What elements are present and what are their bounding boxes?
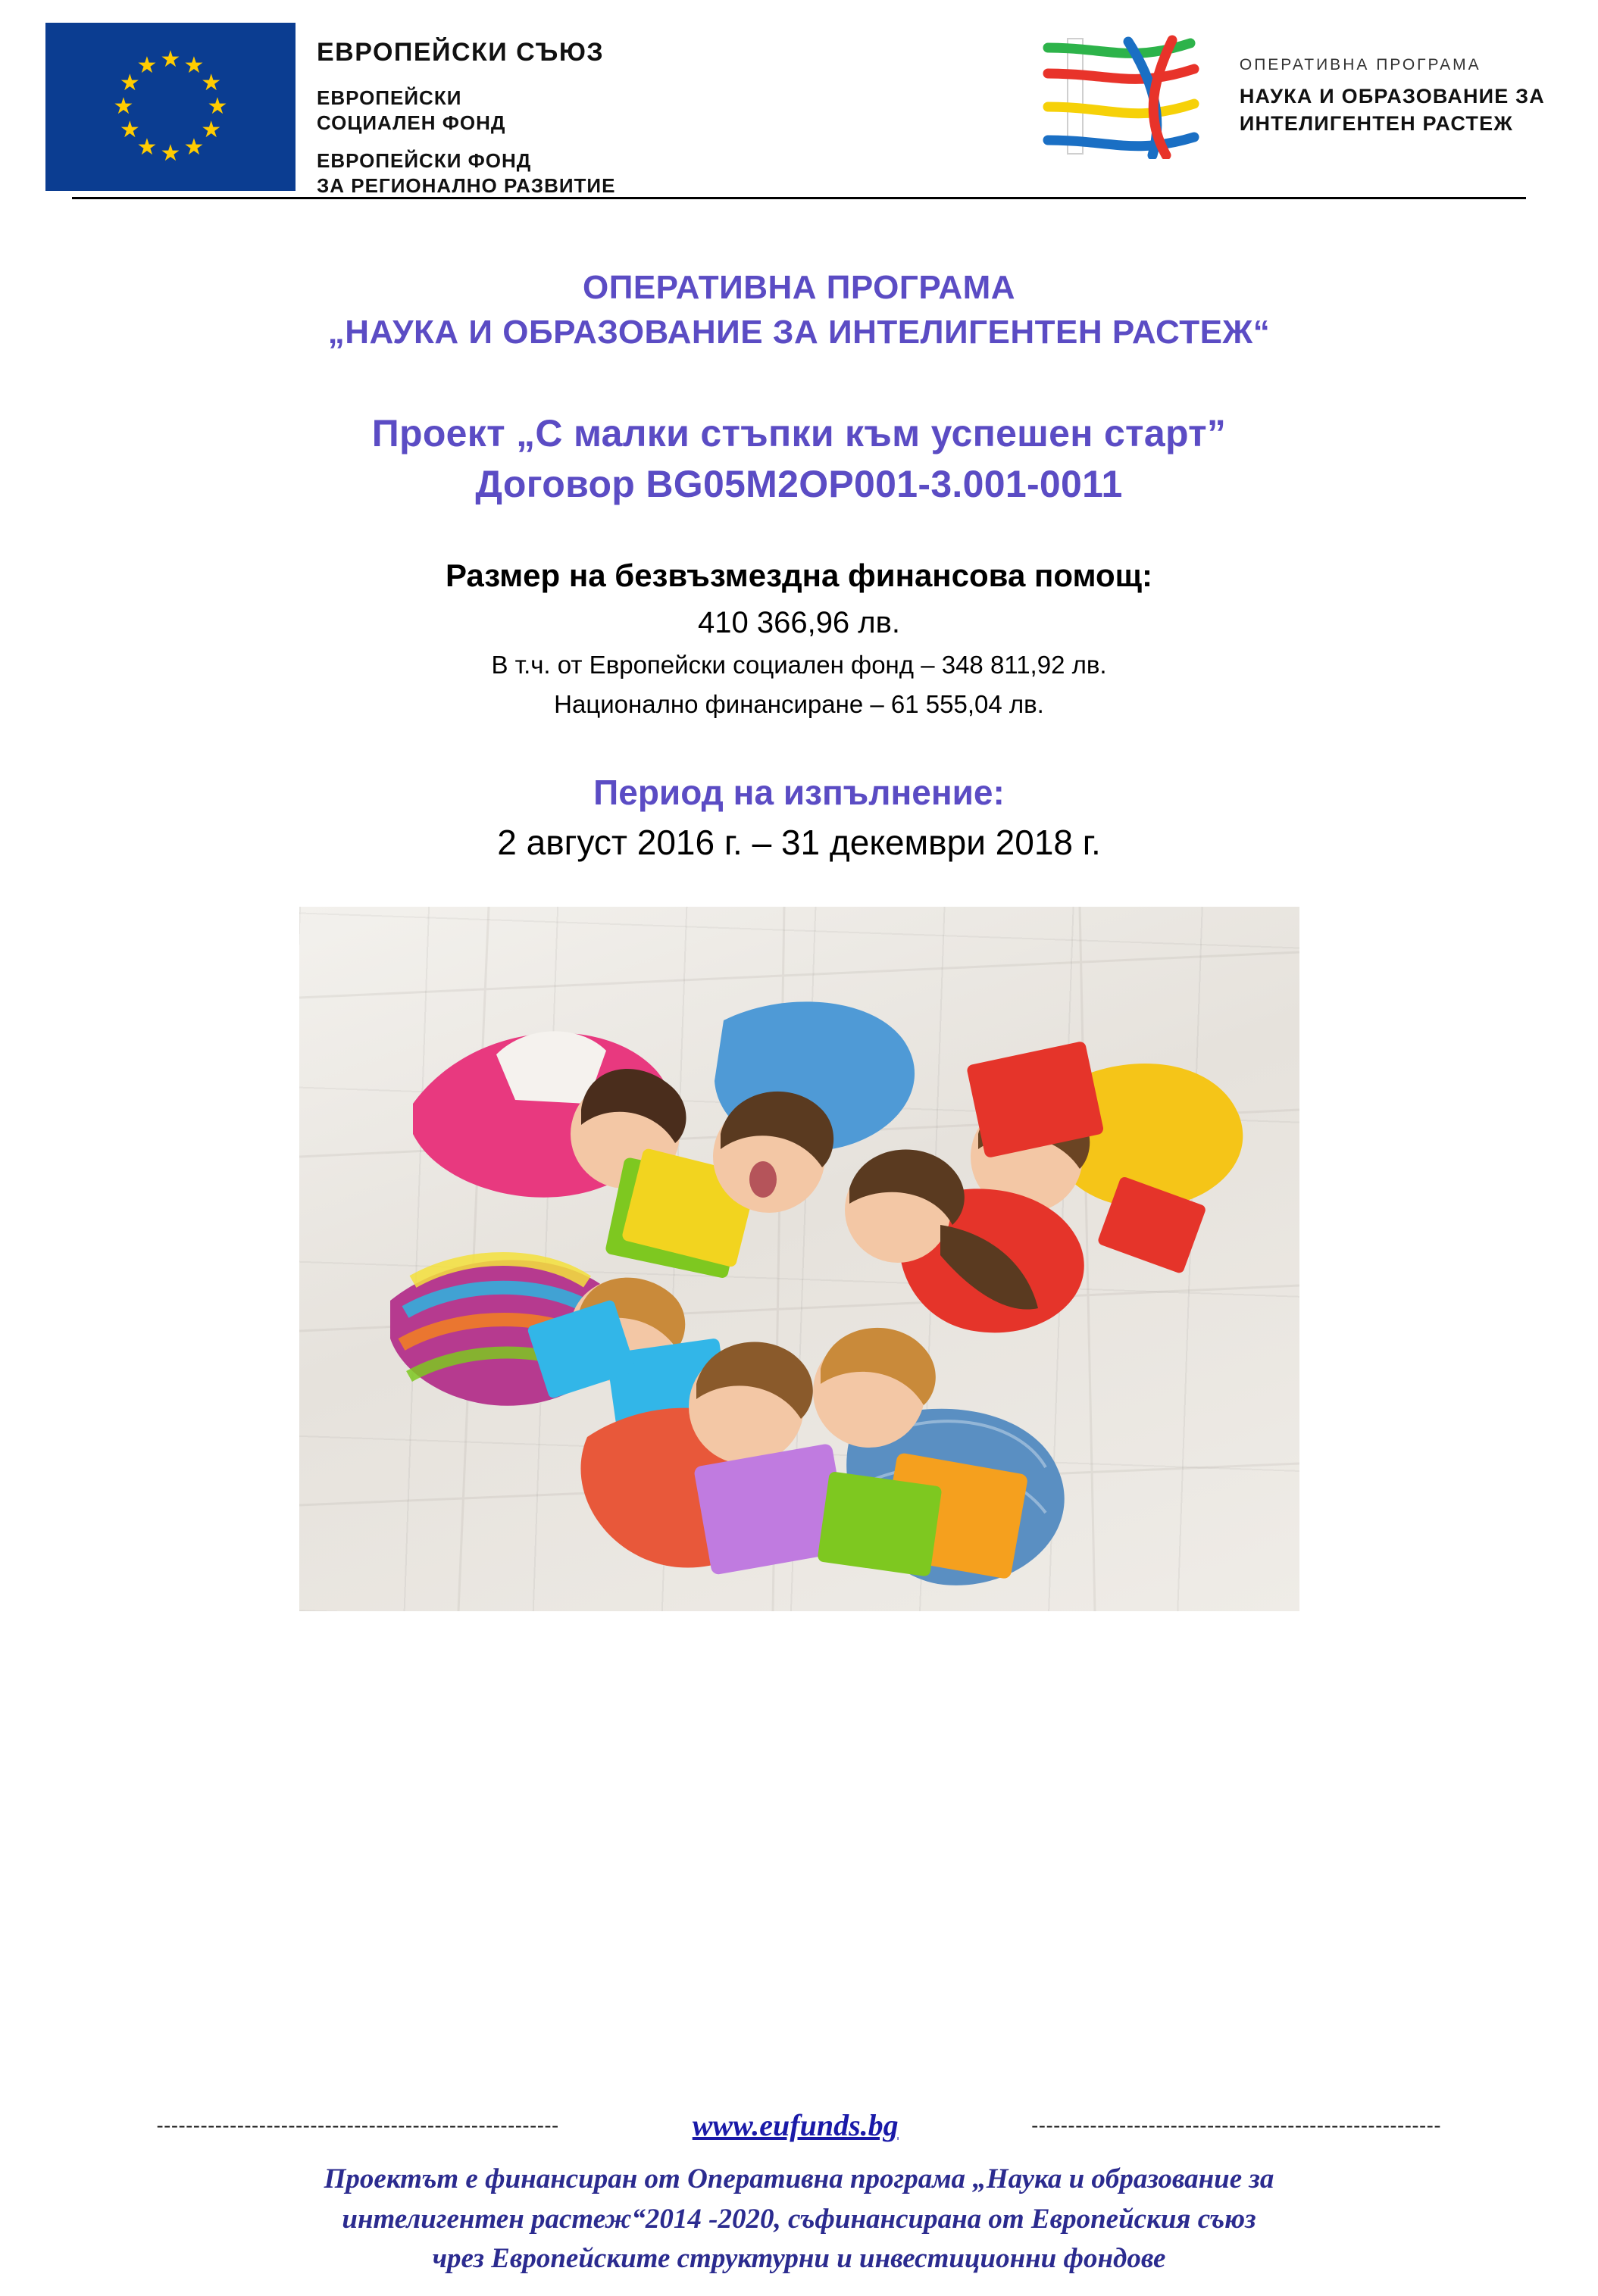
footer-dashes-left: ------------------------------------------------------- bbox=[156, 2113, 559, 2136]
eu-emblem-block bbox=[45, 23, 615, 211]
eu-regional-fund-line1: ЕВРОПЕЙСКИ ФОНД bbox=[317, 149, 532, 172]
eu-social-fund-line1: ЕВРОПЕЙСКИ bbox=[317, 86, 462, 109]
eu-regional-fund-label bbox=[317, 148, 615, 198]
op-logo-main-line1: НАУКА И ОБРАЗОВАНИЕ ЗА bbox=[1239, 85, 1545, 108]
period-label: Период на изпълнение: bbox=[593, 772, 1005, 812]
eu-flag-icon bbox=[45, 23, 296, 191]
child-pink bbox=[413, 1031, 758, 1279]
eu-star-icon: ★ bbox=[136, 134, 158, 160]
footer-dashes-right: -------------------------------------------------------- bbox=[1031, 2113, 1442, 2136]
grant-national-line: Национално финансиране – 61 555,04 лв. bbox=[554, 689, 1044, 718]
document-body bbox=[0, 220, 1598, 1611]
eu-star-icon: ★ bbox=[113, 94, 134, 119]
project-title bbox=[83, 408, 1515, 511]
photo-illustration bbox=[299, 907, 1299, 1611]
contract-number-line: Договор BG05M2OP001-3.001-0011 bbox=[475, 463, 1123, 506]
header-logos bbox=[45, 23, 1553, 197]
period-value: 2 август 2016 г. – 31 декември 2018 г. bbox=[497, 822, 1101, 862]
operational-program-title-line1: ОПЕРАТИВНА ПРОГРАМА bbox=[582, 269, 1016, 306]
operational-program-title-line2: „НАУКА И ОБРАЗОВАНИЕ ЗА ИНТЕЛИГЕНТЕН РАСТЕЖ“ bbox=[327, 314, 1271, 351]
footer-disclaimer-line2: интелигентен растеж“2014 -2020, съфинансирана от Европейския съюз bbox=[342, 2203, 1256, 2235]
operational-program-title bbox=[83, 265, 1515, 355]
footer-disclaimer bbox=[34, 2160, 1564, 2279]
grant-amount-value: 410 366,96 лв. bbox=[697, 605, 900, 639]
op-logo-text bbox=[1240, 56, 1545, 136]
eu-star-icon: ★ bbox=[160, 47, 181, 72]
footer-disclaimer-line1: Проектът е финансиран от Оперативна програма „Наука и образование за bbox=[324, 2163, 1274, 2195]
photo-container bbox=[299, 907, 1299, 1611]
eu-text-block bbox=[317, 23, 615, 211]
eu-star-icon: ★ bbox=[183, 53, 205, 79]
op-logo-small-title: ОПЕРАТИВНА ПРОГРАМА bbox=[1239, 56, 1481, 74]
footer-url-line bbox=[34, 2107, 1564, 2143]
grant-esf-line: В т.ч. от Европейски социален фонд – 348 811,92 лв. bbox=[491, 650, 1107, 679]
document-footer bbox=[0, 2107, 1598, 2279]
op-ribbon-icon bbox=[1039, 34, 1217, 159]
eu-star-icon: ★ bbox=[160, 141, 181, 166]
children-photo bbox=[299, 907, 1299, 1611]
eu-union-title: ЕВРОПЕЙСКИ СЪЮЗ bbox=[317, 38, 605, 67]
eu-star-icon: ★ bbox=[183, 134, 205, 160]
eu-star-icon: ★ bbox=[119, 70, 140, 95]
eufunds-link[interactable]: www.eufunds.bg bbox=[692, 2108, 899, 2143]
eu-star-icon: ★ bbox=[201, 70, 222, 95]
child-denim bbox=[813, 1328, 1065, 1585]
footer-disclaimer-line3: чрез Европейските структурни и инвестиционни фондове bbox=[432, 2243, 1166, 2275]
op-logo-main-line2: ИНТЕЛИГЕНТЕН РАСТЕЖ bbox=[1239, 111, 1513, 135]
project-name-line: Проект „С малки стъпки към успешен старт” bbox=[371, 411, 1227, 455]
op-logo-block bbox=[1039, 34, 1545, 159]
eu-star-icon: ★ bbox=[207, 94, 228, 119]
eu-regional-fund-line2: ЗА РЕГИОНАЛНО РАЗВИТИЕ bbox=[317, 173, 616, 197]
eu-star-icon: ★ bbox=[119, 117, 140, 142]
eu-social-fund-line2: СОЦИАЛЕН ФОНД bbox=[317, 111, 506, 134]
eu-star-icon: ★ bbox=[136, 53, 158, 79]
eu-star-icon: ★ bbox=[201, 117, 222, 142]
op-logo-main-title bbox=[1240, 83, 1545, 136]
document-header bbox=[0, 0, 1598, 220]
grant-amount-label: Размер на безвъзмездна финансова помощ: bbox=[445, 557, 1153, 593]
child-yellow bbox=[966, 1041, 1243, 1213]
eu-social-fund-label bbox=[317, 86, 615, 135]
